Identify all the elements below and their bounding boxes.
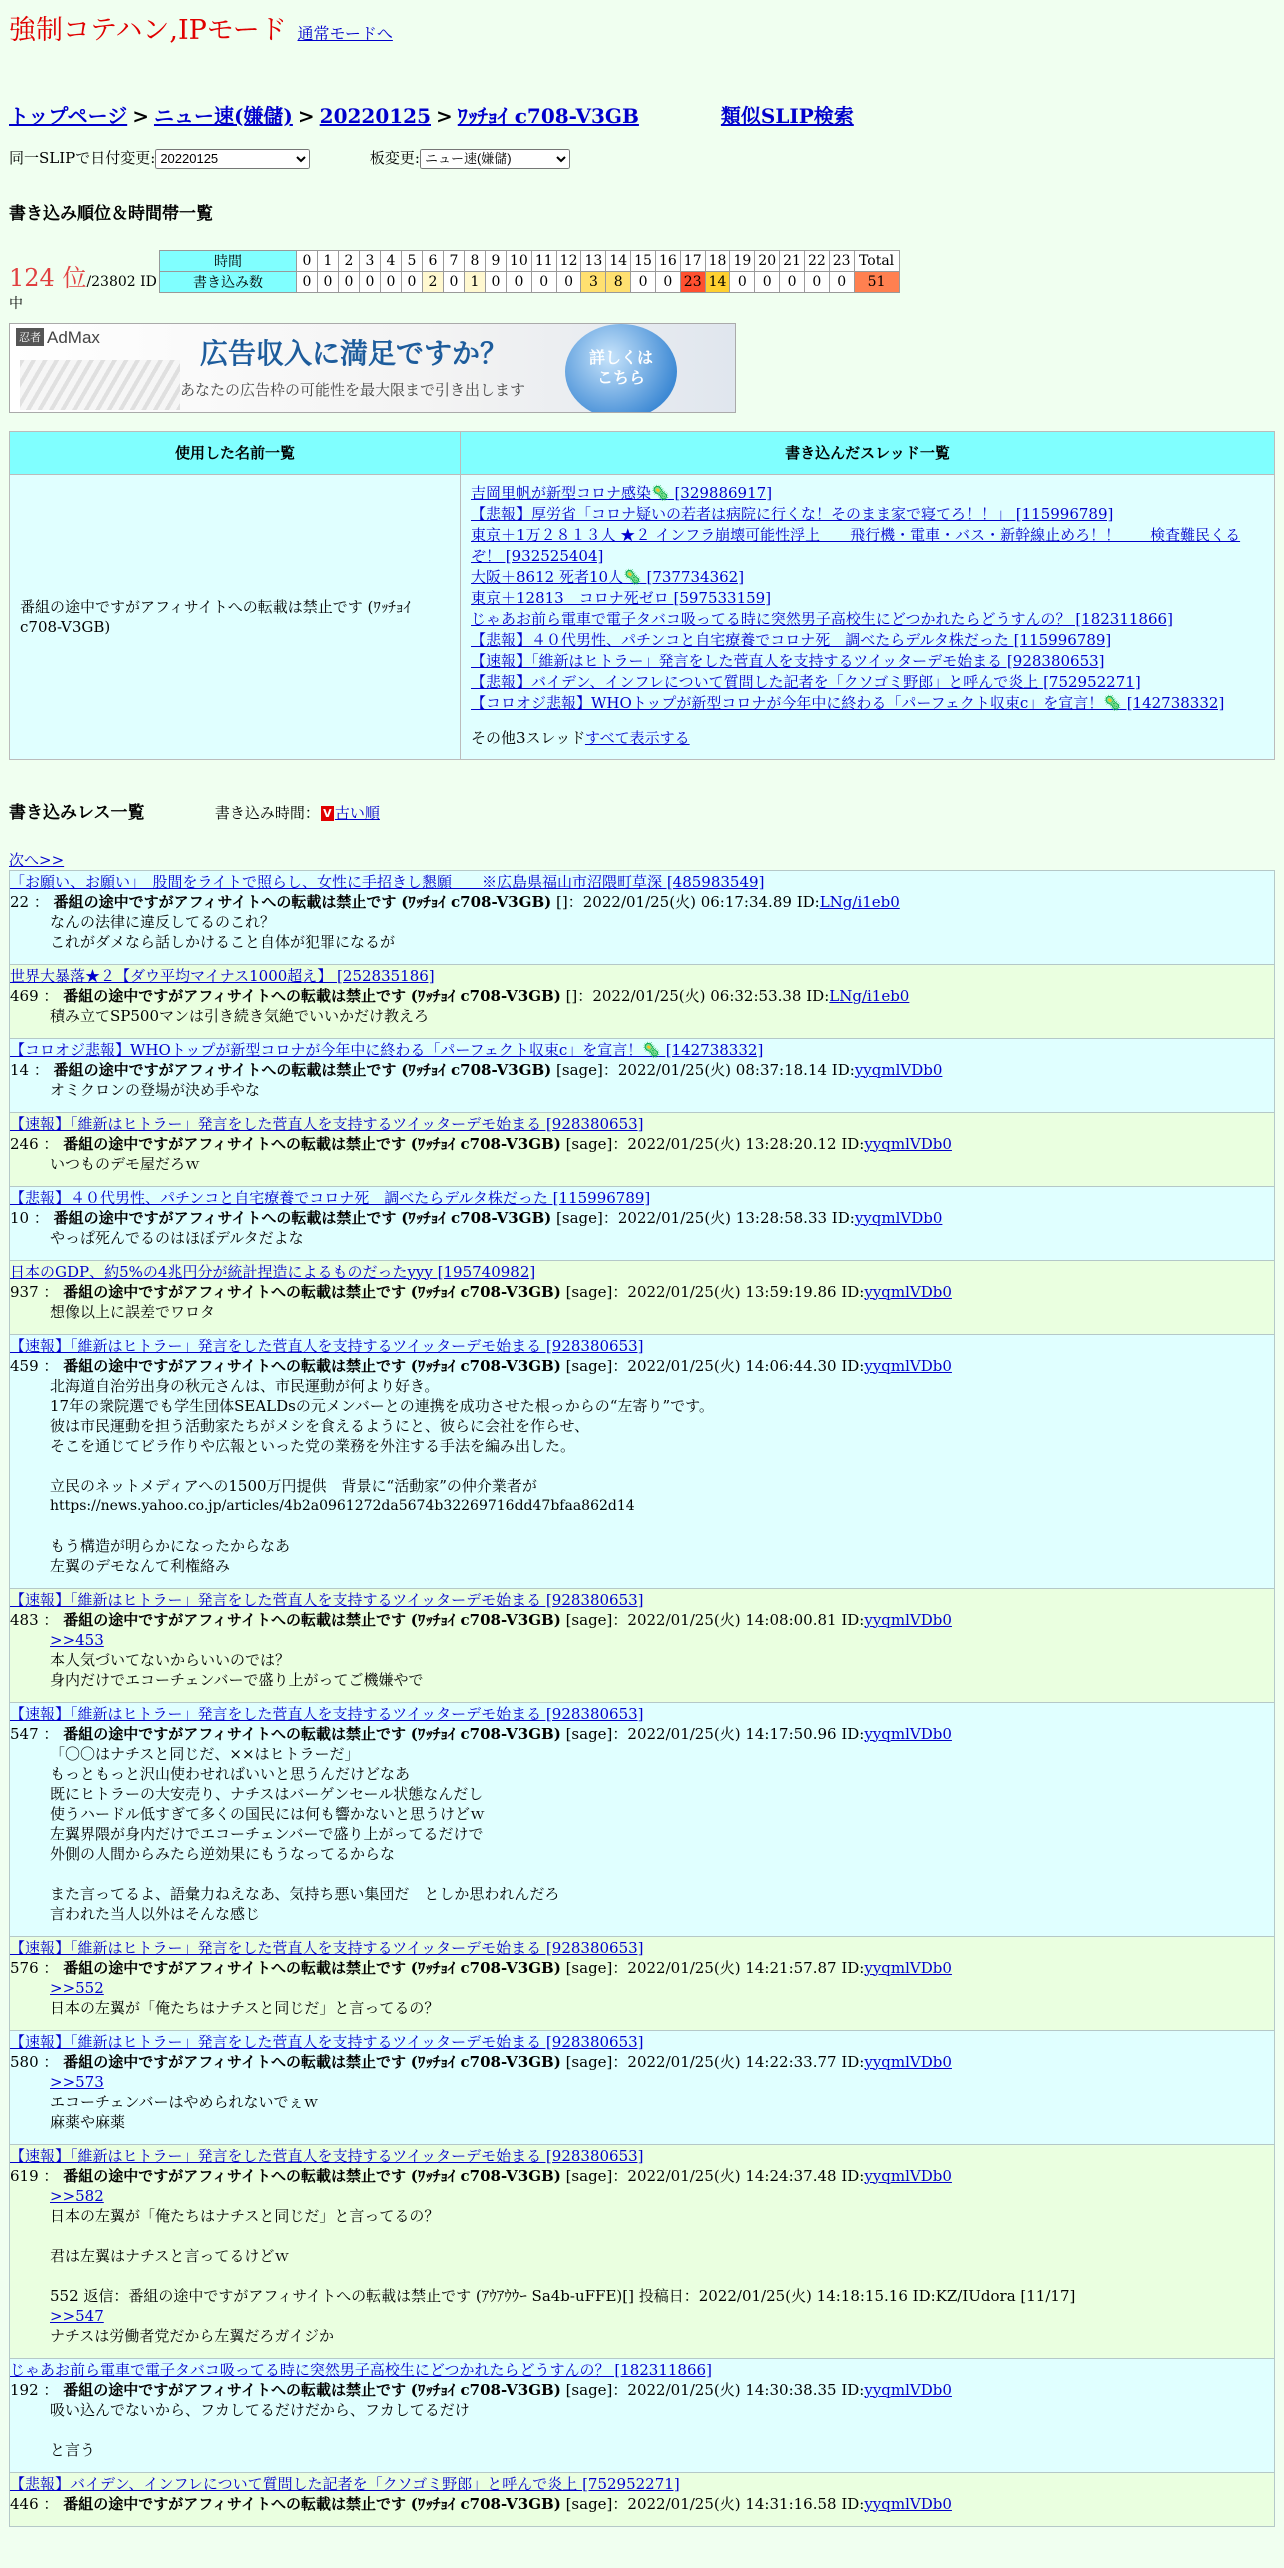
post-number: 459 [10,1356,39,1375]
post [9,1335,1275,1589]
post [9,1113,1275,1187]
post [9,1589,1275,1703]
post-line: 552 返信：番組の途中ですがアフィサイトへの転載は禁止です (ｱｳｱｳｳｰ Sa4b-uFFE)[] 投稿日：2022/01/25(火) 14:18:15.16 ID:KZ/IUdora [11/17] [50,2286,1076,2305]
reply-anchor-link[interactable]: >>453 [50,1630,104,1649]
post-thread-link[interactable]: 【速報】「維新はヒトラー」発言をした菅直人を支持するツイッターデモ始まる [928380653] [10,1114,644,1133]
post-line: もう構造が明らかになったからなあ [50,1536,291,1555]
post-thread-link[interactable]: 【悲報】バイデン、インフレについて質問した記者を「クソゴミ野郎」と呼んで炎上 [752952271] [10,2474,680,2493]
hour-cell: 7 [444,250,465,271]
post [9,1261,1275,1335]
post-date: 2022/01/25(火) 06:32:53.38 [592,986,802,1005]
post-name: 番組の途中ですがアフィサイトへの転載は禁止です [53,1060,397,1079]
breadcrumb-separator: > [132,104,149,128]
post-thread-link[interactable]: 【速報】「維新はヒトラー」発言をした菅直人を支持するツイッターデモ始まる [928380653] [10,2032,644,2051]
post-mail: [sage] [565,1282,613,1301]
reply-anchor-link[interactable]: >>547 [50,2306,104,2325]
post-line: 身内だけでエコーチェンバーで盛り上がってご機嫌やで [50,1670,424,1689]
post-date: 2022/01/25(火) 14:24:37.48 [627,2166,837,2185]
post-line: 「〇〇はナチスと同じだ、××はヒトラーだ」 [50,1744,360,1763]
hour-count-cell: 0 [804,271,829,292]
post-name: 番組の途中ですがアフィサイトへの転載は禁止です [63,2494,406,2513]
mode-header [9,0,1275,48]
thread-link[interactable]: 東京＋12813 コロナ死ゼロ [597533159] [471,588,772,607]
post-number: 547 [10,1724,39,1743]
post-name: 番組の途中ですがアフィサイトへの転載は禁止です [63,2166,406,2185]
thread-link[interactable]: 【速報】「維新はヒトラー」発言をした菅直人を支持するツイッターデモ始まる [928380653] [471,651,1105,670]
responses-header [9,798,1275,823]
hour-count-cell: 14 [705,271,730,292]
hour-count-cell: 0 [360,271,381,292]
count-header: 書き込み数 [160,271,297,292]
post-line: もっともっと沢山使わせればいいと思うんだけどなあ [50,1764,411,1783]
post-line: 日本の左翼が「俺たちはナチスと同じだ」と言ってるの？ [50,1998,440,2017]
blank-line [50,1516,1274,1536]
post-body [10,2186,1274,2346]
post-line: 想像以上に誤差でワロタ [50,1302,216,1321]
hour-count-cell: 0 [339,271,360,292]
post-mail: [sage] [565,1356,613,1375]
post-trip: (ﾜｯﾁｮｲ c708-V3GB) [410,2166,561,2185]
hour-cell: 21 [780,250,805,271]
blank-line [50,1456,1274,1476]
post-header: 22 ： 番組の途中ですがアフィサイトへの転載は禁止です (ﾜｯﾁｮｲ c708-V3GB) []：2022/01/25(火) 06:17:34.89 ID:LNg/i1eb0 [10,892,900,911]
hour-cell: 3 [360,250,381,271]
post-line: いつものデモ屋だろｗ [50,1154,201,1173]
post-mail: [sage] [556,1208,603,1227]
post-mail: [] [565,986,578,1005]
post [9,1703,1275,1937]
post-trip: (ﾜｯﾁｮｲ c708-V3GB) [410,2380,561,2399]
thread-link[interactable]: じゃあお前ら電車で電子タバコ吸ってる時に突然男子高校生にどつかれたらどうすんの？ [182311866] [471,609,1173,628]
post-trip: (ﾜｯﾁｮｲ c708-V3GB) [401,1060,552,1079]
post-header: 483 ： 番組の途中ですがアフィサイトへの転載は禁止です (ﾜｯﾁｮｲ c708-V3GB) [sage]：2022/01/25(火) 14:08:00.81 ID:yyqmlVDb0 [10,1610,952,1629]
hour-cell: 14 [606,250,631,271]
post-trip: (ﾜｯﾁｮｲ c708-V3GB) [410,2052,561,2071]
hour-cell: 19 [730,250,755,271]
post-line: 使うハードル低すぎて多くの国民には何も響かないと思うけどｗ [50,1804,486,1823]
thread-link[interactable]: 【悲報】４０代男性、パチンコと自宅療養でコロナ死 調べたらデルタ株だった [115996789] [471,630,1112,649]
hour-count-cell: 0 [556,271,581,292]
hour-cell: 18 [705,250,730,271]
post-mail: [sage] [565,2166,613,2185]
post-body [10,1978,1274,2018]
post-thread-link[interactable]: 【速報】「維新はヒトラー」発言をした菅直人を支持するツイッターデモ始まる [928380653] [10,1590,644,1609]
thread-link[interactable]: 【悲報】バイデン、インフレについて質問した記者を「クソゴミ野郎」と呼んで炎上 [752952271] [471,672,1141,691]
post-name: 番組の途中ですがアフィサイトへの転載は禁止です [53,1208,397,1227]
post-line: なんの法律に違反してるのこれ？ [50,912,276,931]
hour-cell: 15 [631,250,656,271]
hour-cell: 16 [655,250,680,271]
hour-cell: 22 [804,250,829,271]
hour-count-cell: 0 [531,271,556,292]
post-trip: (ﾜｯﾁｮｲ c708-V3GB) [410,2494,561,2513]
post-line: 立民のネットメディアへの1500万円提供 背景に“活動家”の仲介業者が [50,1476,537,1495]
post-body [10,912,1274,952]
time-order-label: 書き込み時間： [214,803,320,822]
hour-count-cell: 0 [829,271,854,292]
post-line: 外側の人間からみたら逆効果にもうなってるからな [50,1844,396,1863]
post-name: 番組の途中ですがアフィサイトへの転載は禁止です [63,1958,406,1977]
post-mail: [sage] [565,2380,613,2399]
post-mail: [sage] [556,1060,603,1079]
post-trip: (ﾜｯﾁｮｲ c708-V3GB) [401,1208,552,1227]
post-body [10,1376,1274,1576]
hour-cell: 0 [297,250,318,271]
normal-mode-link[interactable]: 通常モードへ [297,24,393,43]
post-date: 2022/01/25(火) 08:37:18.14 [617,1060,828,1079]
thread-link[interactable]: 【コロオジ悲報】WHOトップが新型コロナが今年中に終わる「パーフェクト収束c」を宣言！🦠 [142738332] [471,693,1225,712]
post-date: 2022/01/25(火) 14:22:33.77 [627,2052,837,2071]
post-thread-link[interactable]: 「お願い、お願い」 股間をライトで照らし、女性に手招きし懇願 ※広島県福山市沼隈町草深 [485983549] [10,872,765,891]
hour-cell: 13 [581,250,606,271]
post-trip: (ﾜｯﾁｮｲ c708-V3GB) [410,1610,561,1629]
post-mail: [] [556,892,568,911]
post-header: 937 ： 番組の途中ですがアフィサイトへの転載は禁止です (ﾜｯﾁｮｲ c708-V3GB) [sage]：2022/01/25(火) 13:59:19.86 ID:yyqmlVDb0 [10,1282,952,1301]
post-line: やっぱ死んでるのはほぼデルタだよな [50,1228,304,1247]
post-mail: [sage] [565,1724,613,1743]
hour-count-cell: 0 [297,271,318,292]
post-line: https://news.yahoo.co.jp/articles/4b2a0961272da5674b32269716dd47bfaa862d14 [50,1497,635,1514]
post-header: 576 ： 番組の途中ですがアフィサイトへの転載は禁止です (ﾜｯﾁｮｲ c708-V3GB) [sage]：2022/01/25(火) 14:21:57.87 ID:yyqmlVDb0 [10,1958,952,1977]
next-page-link[interactable]: 次へ>> [9,850,65,869]
used-name: 番組の途中ですがアフィサイトへの転載は禁止です (ﾜｯﾁｮｲ c708-V3GB) [10,474,461,759]
hour-count-cell: 0 [402,271,423,292]
hour-count-cell: 0 [444,271,465,292]
post-date: 2022/01/25(火) 14:21:57.87 [627,1958,837,1977]
post-line: 北海道自治労出身の秋元さんは、市民運動が何より好き。 [50,1376,440,1395]
post-mail: [sage] [565,1134,613,1153]
breadcrumb-slip[interactable]: ﾜｯﾁｮｲ c708-V3GB [457,104,639,128]
post [9,2031,1275,2145]
board-change-label: 板変更: [369,149,420,167]
responses-heading: 書き込みレス一覧 [9,802,145,823]
post-id-link[interactable]: yyqmlVDb0 [864,1282,952,1301]
post-id-link[interactable]: LNg/i1eb0 [829,986,910,1005]
post [9,1039,1275,1113]
hour-count-cell: 1 [465,271,486,292]
hour-cell: 10 [507,250,532,271]
post-body [10,2072,1274,2132]
post-line: 17年の衆院選でも学生団体SEALDsの元メンバーとの連携を成功させた根っからの“左寄り”です。 [50,1396,714,1415]
post-trip: (ﾜｯﾁｮｲ c708-V3GB) [410,986,561,1005]
date-select[interactable] [155,149,310,169]
post-date: 2022/01/25(火) 14:06:44.30 [627,1356,837,1375]
post-id-link[interactable]: yyqmlVDb0 [864,1610,952,1629]
board-select[interactable] [420,149,570,169]
post-body [10,2400,1274,2460]
hour-cell: 9 [486,250,507,271]
post-body [10,1630,1274,1690]
blank-line [50,2266,1274,2286]
breadcrumb-separator: > [436,104,453,128]
sort-oldest-link[interactable]: 古い順 [334,803,380,822]
post-name: 番組の途中ですがアフィサイトへの転載は禁止です [53,892,397,911]
post-body [10,1302,1274,1322]
hour-cell: 12 [556,250,581,271]
post [9,2359,1275,2473]
hour-count-cell: 0 [780,271,805,292]
post-number: 576 [10,1958,39,1977]
post-name: 番組の途中ですがアフィサイトへの転載は禁止です [63,1134,406,1153]
post-name: 番組の途中ですがアフィサイトへの転載は禁止です [63,2052,406,2071]
post-list [9,870,1275,2527]
post-id-link[interactable]: yyqmlVDb0 [864,1958,952,1977]
post-trip: (ﾜｯﾁｮｲ c708-V3GB) [401,892,552,911]
post-line: これがダメなら話しかけること自体が犯罪になるが [50,932,396,951]
blank-line [50,2226,1274,2246]
date-change-label: 同一SLIPで日付変更: [9,149,156,167]
post-thread-link[interactable]: 日本のGDP、約5%の4兆円分が統計捏造によるものだったyyy [195740982] [10,1262,536,1281]
post-id-link[interactable]: yyqmlVDb0 [864,1724,952,1743]
post-number: 192 [10,2380,39,2399]
thread-list [461,474,1275,759]
post-header: 580 ： 番組の途中ですがアフィサイトへの転載は禁止です (ﾜｯﾁｮｲ c708-V3GB) [sage]：2022/01/25(火) 14:22:33.77 ID:yyqmlVDb0 [10,2052,952,2071]
post-line: 彼は市民運動を担う活動家たちがメシを食えるようにと、彼らに会社を作らせ、 [50,1416,590,1435]
post-header: 459 ： 番組の途中ですがアフィサイトへの転載は禁止です (ﾜｯﾁｮｲ c708-V3GB) [sage]：2022/01/25(火) 14:06:44.30 ID:yyqmlVDb0 [10,1356,952,1375]
thread-link[interactable]: 大阪＋8612 死者10人🦠 [737734362] [471,567,745,586]
post [9,2473,1275,2527]
post-name: 番組の途中ですがアフィサイトへの転載は禁止です [63,986,406,1005]
post-body [10,1228,1274,1248]
post-name: 番組の途中ですがアフィサイトへの転載は禁止です [63,1282,406,1301]
ranking-heading: 書き込み順位＆時間帯一覧 [9,203,213,224]
post-line: 日本の左翼が「俺たちはナチスと同じだ」と言ってるの？ [50,2206,440,2225]
post-number: 483 [10,1610,39,1629]
post-date: 2022/01/25(火) 14:17:50.96 [627,1724,837,1743]
reply-anchor-link[interactable]: >>582 [50,2186,104,2205]
hour-count-cell: 0 [381,271,402,292]
post-name: 番組の途中ですがアフィサイトへの転載は禁止です [63,2380,406,2399]
post-id-link[interactable]: yyqmlVDb0 [854,1060,943,1079]
post-line: と言う [50,2440,96,2459]
mode-title: 強制コテハン,IPモード [9,15,287,46]
post-date: 2022/01/25(火) 14:08:00.81 [627,1610,837,1629]
more-threads: その他3スレッドすべて表示する [471,728,690,747]
reply-anchor-link[interactable]: >>573 [50,2072,104,2091]
hour-cell: 8 [465,250,486,271]
post-header: 246 ： 番組の途中ですがアフィサイトへの転載は禁止です (ﾜｯﾁｮｲ c708-V3GB) [sage]：2022/01/25(火) 13:28:20.12 ID:yyqmlVDb0 [10,1134,952,1153]
hour-cell: 20 [755,250,780,271]
post-id-link[interactable]: LNg/i1eb0 [819,892,900,911]
selector-bar [9,147,1275,169]
post-body [10,1744,1274,1924]
show-all-threads-link[interactable]: すべて表示する [584,728,690,747]
time-header: 時間 [160,250,297,271]
post-line: 積み立てSP500マンは引き続き気絶でいいかだけ教えろ [50,1006,430,1025]
post-date: 2022/01/25(火) 13:28:58.33 [617,1208,828,1227]
post-line: そこを通じてビラ作りや広報といった党の業務を外注する手法を編み出した。 [50,1436,576,1455]
hourly-post-table [159,250,900,293]
total-header: Total [854,250,899,271]
total-count: 51 [854,271,899,292]
hour-cell: 17 [680,250,705,271]
hour-count-cell: 0 [486,271,507,292]
sort-order-icon: V [321,806,334,821]
breadcrumb [9,100,1275,129]
post-date: 2022/01/25(火) 13:59:19.86 [627,1282,837,1301]
post-header: 10 ： 番組の途中ですがアフィサイトへの転載は禁止です (ﾜｯﾁｮｲ c708-V3GB) [sage]：2022/01/25(火) 13:28:58.33 ID:yyqmlVDb0 [10,1208,943,1227]
post-number: 580 [10,2052,39,2071]
post-date: 2022/01/25(火) 14:31:16.58 [627,2494,837,2513]
post-header: 547 ： 番組の途中ですがアフィサイトへの転載は禁止です (ﾜｯﾁｮｲ c708-V3GB) [sage]：2022/01/25(火) 14:17:50.96 ID:yyqmlVDb0 [10,1724,952,1743]
blank-line [50,1864,1274,1884]
names-threads-table [9,431,1275,760]
post [9,1187,1275,1261]
post-body [10,1006,1274,1026]
post-id-link[interactable]: yyqmlVDb0 [854,1208,943,1227]
post-thread-link[interactable]: 【コロオジ悲報】WHOトップが新型コロナが今年中に終わる「パーフェクト収束c」を宣言！🦠 [142738332] [10,1040,764,1059]
post-number: 22 [10,892,30,911]
post-line: また言ってるよ、語彙力ねえなあ、気持ち悪い集団だ としか思われんだろ [50,1884,560,1903]
hour-count-cell: 0 [318,271,339,292]
post-line: エコーチェンバーはやめられないでぇｗ [50,2092,319,2111]
hour-cell: 5 [402,250,423,271]
breadcrumb-separator: > [297,104,315,128]
rank-total: /23802 ID中 [9,273,157,312]
post-id-link[interactable]: yyqmlVDb0 [864,1356,952,1375]
post-date: 2022/01/25(火) 13:28:20.12 [627,1134,837,1153]
post-body [10,1080,1274,1100]
post-line: 麻薬や麻薬 [50,2112,126,2131]
post-thread-link[interactable]: 【速報】「維新はヒトラー」発言をした菅直人を支持するツイッターデモ始まる [928380653] [10,1336,644,1355]
ad-logo: 忍者 AdMax [16,328,100,348]
post-trip: (ﾜｯﾁｮｲ c708-V3GB) [410,1958,561,1977]
thread-link[interactable]: 吉岡里帆が新型コロナ感染🦠 [329886917] [471,483,773,502]
breadcrumb-date[interactable]: 20220125 [319,104,431,128]
names-column-header: 使用した名前一覧 [10,431,461,474]
post [9,1937,1275,2031]
breadcrumb-top[interactable]: トップページ [9,104,128,128]
post-name: 番組の途中ですがアフィサイトへの転載は禁止です [63,1356,406,1375]
post-line: オミクロンの登場が決め手やな [50,1080,261,1099]
post-thread-link[interactable]: 【速報】「維新はヒトラー」発言をした菅直人を支持するツイッターデモ始まる [928380653] [10,1938,644,1957]
hour-count-cell: 0 [631,271,656,292]
post-line: 左翼界隈が身内だけでエコーチェンバーで盛り上がってるだけで [50,1824,484,1843]
thread-link[interactable]: 【悲報】厚労省「コロナ疑いの若者は病院に行くな！そのまま家で寝てろ！！」 [115996789] [471,504,1114,523]
post-line: 吸い込んでないから、フカしてるだけだから、フカしてるだけ [50,2400,470,2419]
post-id-link[interactable]: yyqmlVDb0 [864,2380,952,2399]
post-number: 619 [10,2166,39,2185]
thread-link[interactable]: 東京＋1万２８１３人 ★２ インフラ崩壊可能性浮上 飛行機・電車・バス・新幹線止めろ！！ 検査難民くるぞ！ [932525404] [471,525,1241,565]
rank-number: 124 位 [9,263,87,292]
post-name: 番組の途中ですがアフィサイトへの転載は禁止です [63,1724,406,1743]
post-body [10,1154,1274,1174]
post-trip: (ﾜｯﾁｮｲ c708-V3GB) [410,1134,561,1153]
hour-count-cell: 2 [423,271,444,292]
post-header: 469 ： 番組の途中ですがアフィサイトへの転載は禁止です (ﾜｯﾁｮｲ c708-V3GB) []：2022/01/25(火) 06:32:53.38 ID:LNg/i1eb0 [10,986,910,1005]
post-header: 14 ： 番組の途中ですがアフィサイトへの転載は禁止です (ﾜｯﾁｮｲ c708-V3GB) [sage]：2022/01/25(火) 08:37:18.14 ID:yyqmlVDb0 [10,1060,943,1079]
post-trip: (ﾜｯﾁｮｲ c708-V3GB) [410,1356,561,1375]
hour-count-cell: 0 [655,271,680,292]
post-header: 619 ： 番組の途中ですがアフィサイトへの転載は禁止です (ﾜｯﾁｮｲ c708-V3GB) [sage]：2022/01/25(火) 14:24:37.48 ID:yyqmlVDb0 [10,2166,952,2185]
post-number: 10 [10,1208,30,1227]
post-line: 既にヒトラーの大安売り、ナチスはバーゲンセール状態なんだし [50,1784,484,1803]
ad-headline: 広告収入に満足ですか？ [200,336,509,370]
rank-display [9,258,159,313]
post-id-link[interactable]: yyqmlVDb0 [864,1134,952,1153]
hour-count-cell: 0 [755,271,780,292]
ad-subtext: あなたの広告枠の可能性を最大限まで引き出します [180,380,526,399]
post-trip: (ﾜｯﾁｮｲ c708-V3GB) [410,1282,561,1301]
post-thread-link[interactable]: 世界大暴落★２【ダウ平均マイナス1000超え】 [252835186] [10,966,435,985]
post-date: 2022/01/25(火) 06:17:34.89 [582,892,792,911]
post-id-link[interactable]: yyqmlVDb0 [864,2052,952,2071]
hour-cell: 2 [339,250,360,271]
post [9,965,1275,1039]
hour-cell: 4 [381,250,402,271]
post-mail: [sage] [565,1958,613,1977]
hour-cell: 11 [531,250,556,271]
post-number: 469 [10,986,39,1005]
post-id-link[interactable]: yyqmlVDb0 [864,2494,952,2513]
hour-cell: 6 [423,250,444,271]
post-line: ナチスは労働者党だから左翼だろガイジか [50,2326,334,2345]
post-trip: (ﾜｯﾁｮｲ c708-V3GB) [410,1724,561,1743]
blank-line [50,2420,1274,2440]
post-id-link[interactable]: yyqmlVDb0 [864,2166,952,2185]
hour-count-cell: 23 [680,271,705,292]
post-mail: [sage] [565,2052,613,2071]
hour-count-cell: 8 [606,271,631,292]
post-line: 君は左翼はナチスと言ってるけどｗ [50,2246,290,2265]
post-date: 2022/01/25(火) 14:30:38.35 [627,2380,837,2399]
hour-count-cell: 0 [507,271,532,292]
similar-slip-search-link[interactable]: 類似SLIP検索 [720,104,854,128]
post [9,2145,1275,2359]
post-header: 446 ： 番組の途中ですがアフィサイトへの転載は禁止です (ﾜｯﾁｮｲ c708-V3GB) [sage]：2022/01/25(火) 14:31:16.58 ID:yyqmlVDb0 [10,2494,952,2513]
post-header: 192 ： 番組の途中ですがアフィサイトへの転載は禁止です (ﾜｯﾁｮｲ c708-V3GB) [sage]：2022/01/25(火) 14:30:38.35 ID:yyqmlVDb0 [10,2380,952,2399]
post-thread-link[interactable]: 【悲報】４０代男性、パチンコと自宅療養でコロナ死 調べたらデルタ株だった [115996789] [10,1188,651,1207]
hour-cell: 23 [829,250,854,271]
reply-anchor-link[interactable]: >>552 [50,1978,104,1997]
ranking-section [9,250,1275,313]
post-thread-link[interactable]: 【速報】「維新はヒトラー」発言をした菅直人を支持するツイッターデモ始まる [928380653] [10,1704,644,1723]
hour-count-cell: 3 [581,271,606,292]
breadcrumb-board[interactable]: ニュー速(嫌儲) [153,104,293,128]
post-mail: [sage] [565,1610,613,1629]
post-line: 左翼のデモなんて利権絡み [50,1556,231,1575]
post-number: 14 [10,1060,30,1079]
threads-column-header: 書き込んだスレッド一覧 [461,431,1275,474]
ad-banner[interactable] [9,323,736,413]
post-line: 言われた当人以外はそんな感じ [50,1904,261,1923]
post-name: 番組の途中ですがアフィサイトへの転載は禁止です [63,1610,406,1629]
post-line: 本人気づいてないからいいのでは？ [50,1650,291,1669]
hour-count-cell: 0 [730,271,755,292]
ad-cta-button[interactable]: 詳しくは こちら [565,324,677,413]
post-number: 937 [10,1282,39,1301]
ad-decoration [20,360,180,410]
post-number: 246 [10,1134,39,1153]
post-thread-link[interactable]: じゃあお前ら電車で電子タバコ吸ってる時に突然男子高校生にどつかれたらどうすんの？ [182311866] [10,2360,712,2379]
post-thread-link[interactable]: 【速報】「維新はヒトラー」発言をした菅直人を支持するツイッターデモ始まる [928380653] [10,2146,644,2165]
hour-cell: 1 [318,250,339,271]
post [9,870,1275,965]
post-mail: [sage] [565,2494,613,2513]
post-number: 446 [10,2494,39,2513]
